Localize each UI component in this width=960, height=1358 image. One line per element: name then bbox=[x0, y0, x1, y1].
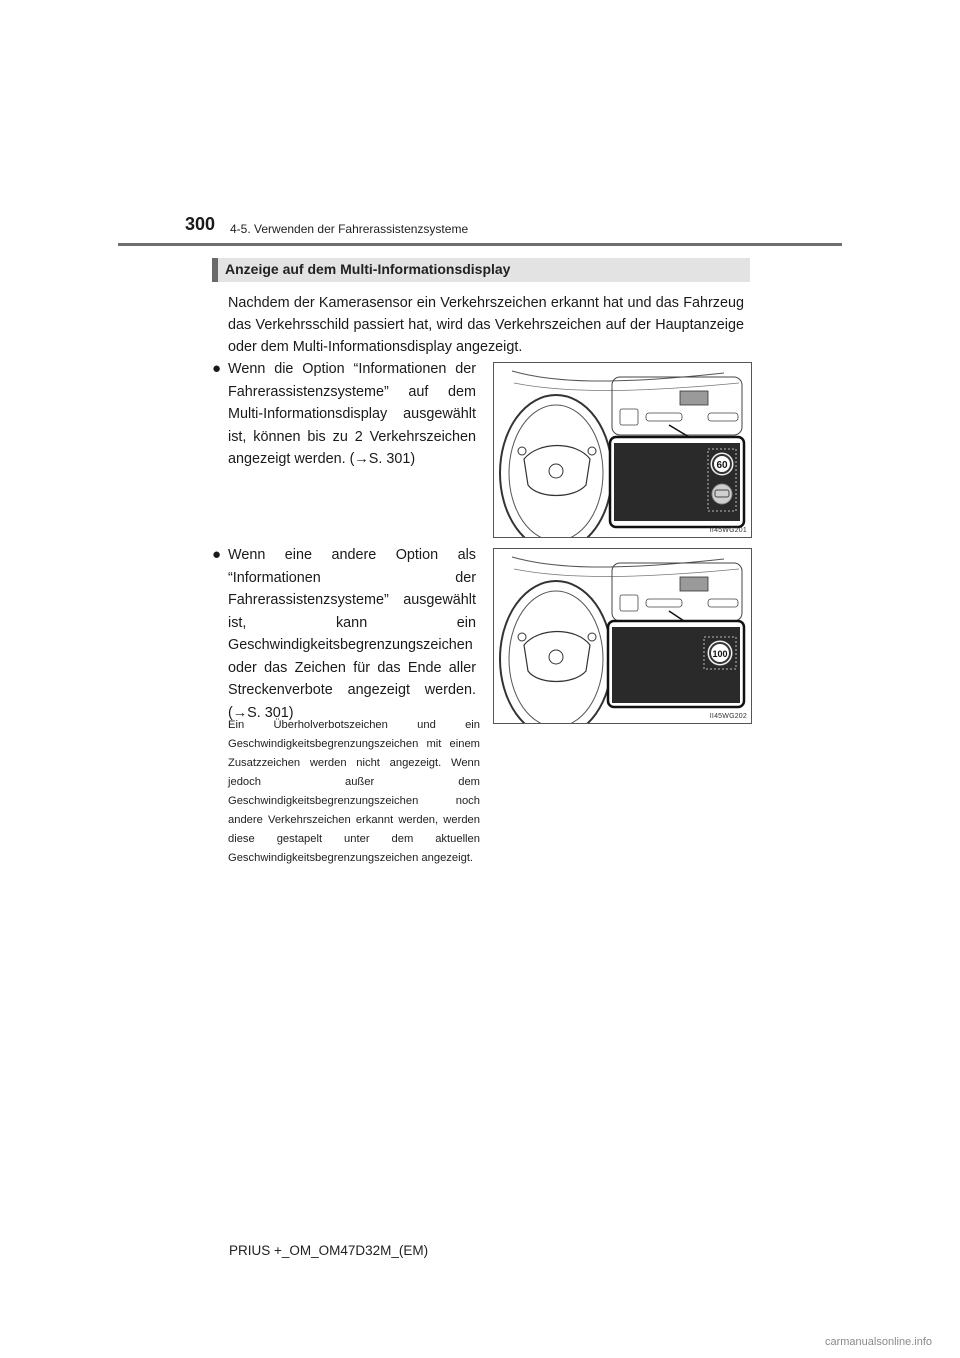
chapter-title: 4-5. Verwenden der Fahrerassistenzsysteme bbox=[230, 222, 469, 236]
bullet-marker: ● bbox=[212, 546, 222, 563]
section-heading bbox=[212, 258, 750, 282]
note-paragraph: Ein Überholverbotszeichen und ein Geschwindigkeitsbegrenzungszeichen mit einem Zusatzzeichen werden nicht angezeigt. Wenn jedoch außer dem Geschwindigkeitsbegrenzungszeichen noch andere Verkehrszeichen erkannt werden, werden diese gestapelt unter dem aktuellen Geschwindigkeitsbegrenzungszeichen angezeigt. bbox=[228, 719, 480, 864]
bullet-item-2 bbox=[212, 544, 476, 724]
intro-paragraph: Nachdem der Kamerasensor ein Verkehrszeichen erkannt hat und das Fahrzeug das Verkehrsschild passiert hat, wird das Verkehrszeichen auf der Hauptanzeige oder dem Multi-Informationsdisplay angezeigt. bbox=[228, 295, 744, 355]
page-number: 300 bbox=[185, 214, 216, 234]
speed-sign-label: 100 bbox=[712, 649, 728, 659]
dashboard-illustration bbox=[494, 363, 751, 537]
watermark: carmanualsonline.info bbox=[824, 1336, 932, 1348]
dashboard-figure-1 bbox=[493, 362, 752, 538]
dashboard-illustration bbox=[494, 549, 751, 723]
bullet-marker: ● bbox=[212, 360, 222, 377]
section-accent bbox=[212, 258, 218, 282]
dashboard-figure-2 bbox=[493, 548, 752, 724]
header-rule bbox=[118, 243, 842, 246]
figure-code: II45WG202 bbox=[709, 713, 747, 720]
bullet-text: Wenn die Option “Informationen der Fahrerassistenzsysteme” auf dem Multi-Informationsdisplay ausgewählt ist, können bis zu 2 Verkehrszeichen angezeigt werden. (→S. 301) bbox=[228, 361, 476, 467]
speed-sign-label: 60 bbox=[716, 460, 728, 471]
figure-code: II45WG201 bbox=[709, 527, 747, 534]
bullet-item-1 bbox=[212, 358, 476, 471]
bullet-text: Wenn eine andere Option als “Informationen der Fahrerassistenzsysteme” ausgewählt ist, kann ein Geschwindigkeitsbegrenzungszeichen oder das Zeichen für das Ende aller Streckenverbote angezeigt werden. (→S. 301) bbox=[228, 547, 476, 721]
section-title: Anzeige auf dem Multi-Informationsdisplay bbox=[225, 261, 511, 277]
footer-code: PRIUS +_OM_OM47D32M_(EM) bbox=[229, 1243, 429, 1258]
